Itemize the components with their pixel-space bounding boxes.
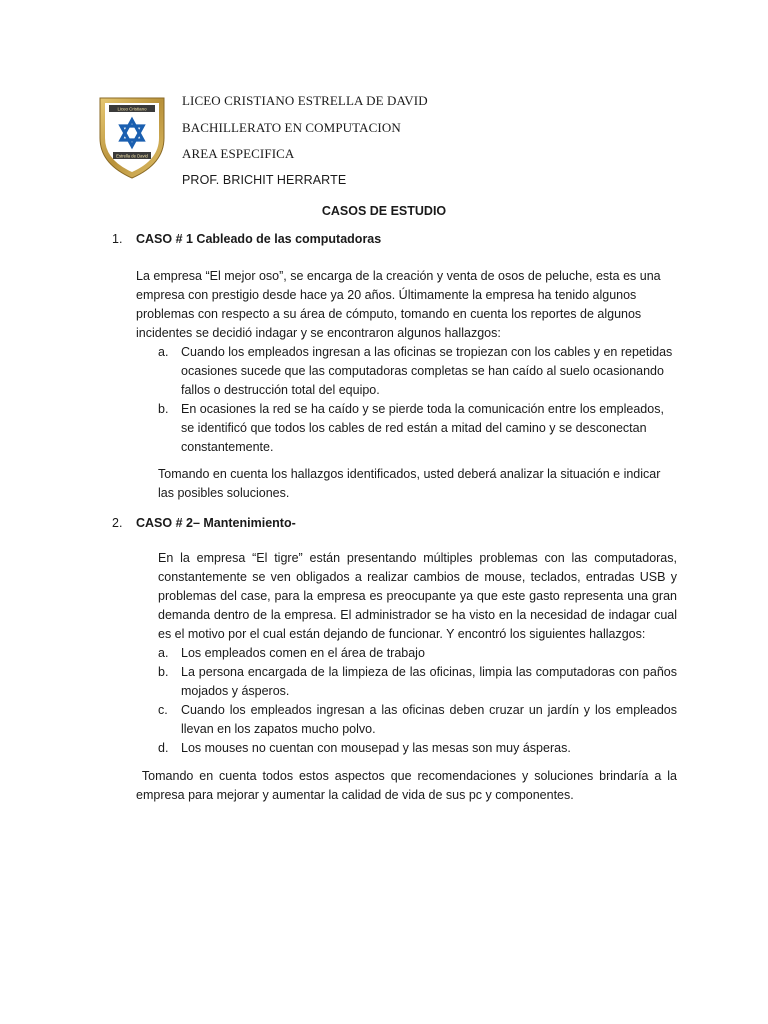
case1-closing: Tomando en cuenta los hallazgos identificados, usted deberá analizar la situación e indicar las posibles soluciones. [158, 467, 661, 500]
program-name: BACHILLERATO EN COMPUTACION [182, 120, 401, 135]
list-item [158, 739, 677, 758]
case2-number: 2. [112, 516, 123, 530]
list-item-text: Cuando los empleados ingresan a las oficinas deben cruzar un jardín y los empleados llevan en los zapatos mucho polvo. [181, 703, 677, 736]
list-item [158, 644, 677, 663]
list-marker: b. [158, 402, 169, 416]
list-item [158, 343, 674, 400]
list-item-text: La persona encargada de la limpieza de las oficinas, limpia las computadoras con paños mojados y ásperos. [181, 665, 677, 698]
case1-heading [112, 232, 381, 246]
list-item [158, 663, 677, 701]
logo-bottom-text: Estrella de David [116, 153, 148, 159]
case1-number: 1. [112, 232, 123, 246]
list-marker: a. [158, 646, 169, 660]
list-item-text: Los mouses no cuentan con mousepad y las mesas son muy ásperas. [181, 741, 571, 755]
logo-top-text: Liceo Cristiano [117, 106, 147, 112]
document-title: CASOS DE ESTUDIO [321, 204, 447, 218]
area-name: AREA ESPECIFICA [182, 146, 295, 161]
list-marker: b. [158, 665, 169, 679]
school-logo [96, 94, 168, 180]
case1-intro: La empresa “El mejor oso”, se encarga de la creación y venta de osos de peluche, esta es una empresa con prestigio desde hace ya 20 años. Últimamente la empresa ha tenido algunos problemas con respecto a su área de cómputo, tomando en cuenta los reportes de algunos incidentes se decidió indagar y se encontraron algunos hallazgos: [136, 269, 661, 340]
case2-intro: En la empresa “El tigre” están presentando múltiples problemas con las computadoras, constantemente se ven obligados a realizar cambios de mouse, teclados, entradas USB y problemas del case, para la empresa es preocupante ya que este gasto representa una gran demanda dentro de la empresa. El administrador se ha visto en la necesidad de indagar cual es el motivo por el cual están dejando de funcionar. Y encontró los siguientes hallazgos: [158, 551, 677, 641]
case1-findings-list [158, 343, 674, 457]
case2-title: CASO # 2– Mantenimiento- [136, 516, 296, 530]
case1-title: CASO # 1 Cableado de las computadoras [136, 232, 382, 246]
school-name: LICEO CRISTIANO ESTRELLA DE DAVID [182, 93, 428, 108]
professor-name: PROF. BRICHIT HERRARTE [182, 173, 347, 187]
case2-heading [112, 516, 296, 530]
list-item [158, 400, 674, 457]
list-item-text: Cuando los empleados ingresan a las oficinas se tropiezan con los cables y en repetidas ocasiones sucede que las computadoras completas se han caído al suelo ocasionando fallos o destrucción total del equipo. [181, 345, 673, 397]
case2-closing: Tomando en cuenta todos estos aspectos que recomendaciones y soluciones brindaría a la empresa para mejorar y aumentar la calidad de vida de sus pc y componentes. [136, 769, 681, 802]
list-item-text: Los empleados comen en el área de trabajo [181, 646, 425, 660]
list-item-text: En ocasiones la red se ha caído y se pierde toda la comunicación entre los empleados, se identificó que todos los cables de red están a mitad del camino y se desconectan constantemente. [181, 402, 664, 454]
case2-findings-list [158, 644, 677, 758]
list-marker: a. [158, 345, 169, 359]
list-item [158, 701, 677, 739]
list-marker: d. [158, 741, 169, 755]
list-marker: c. [158, 703, 168, 717]
